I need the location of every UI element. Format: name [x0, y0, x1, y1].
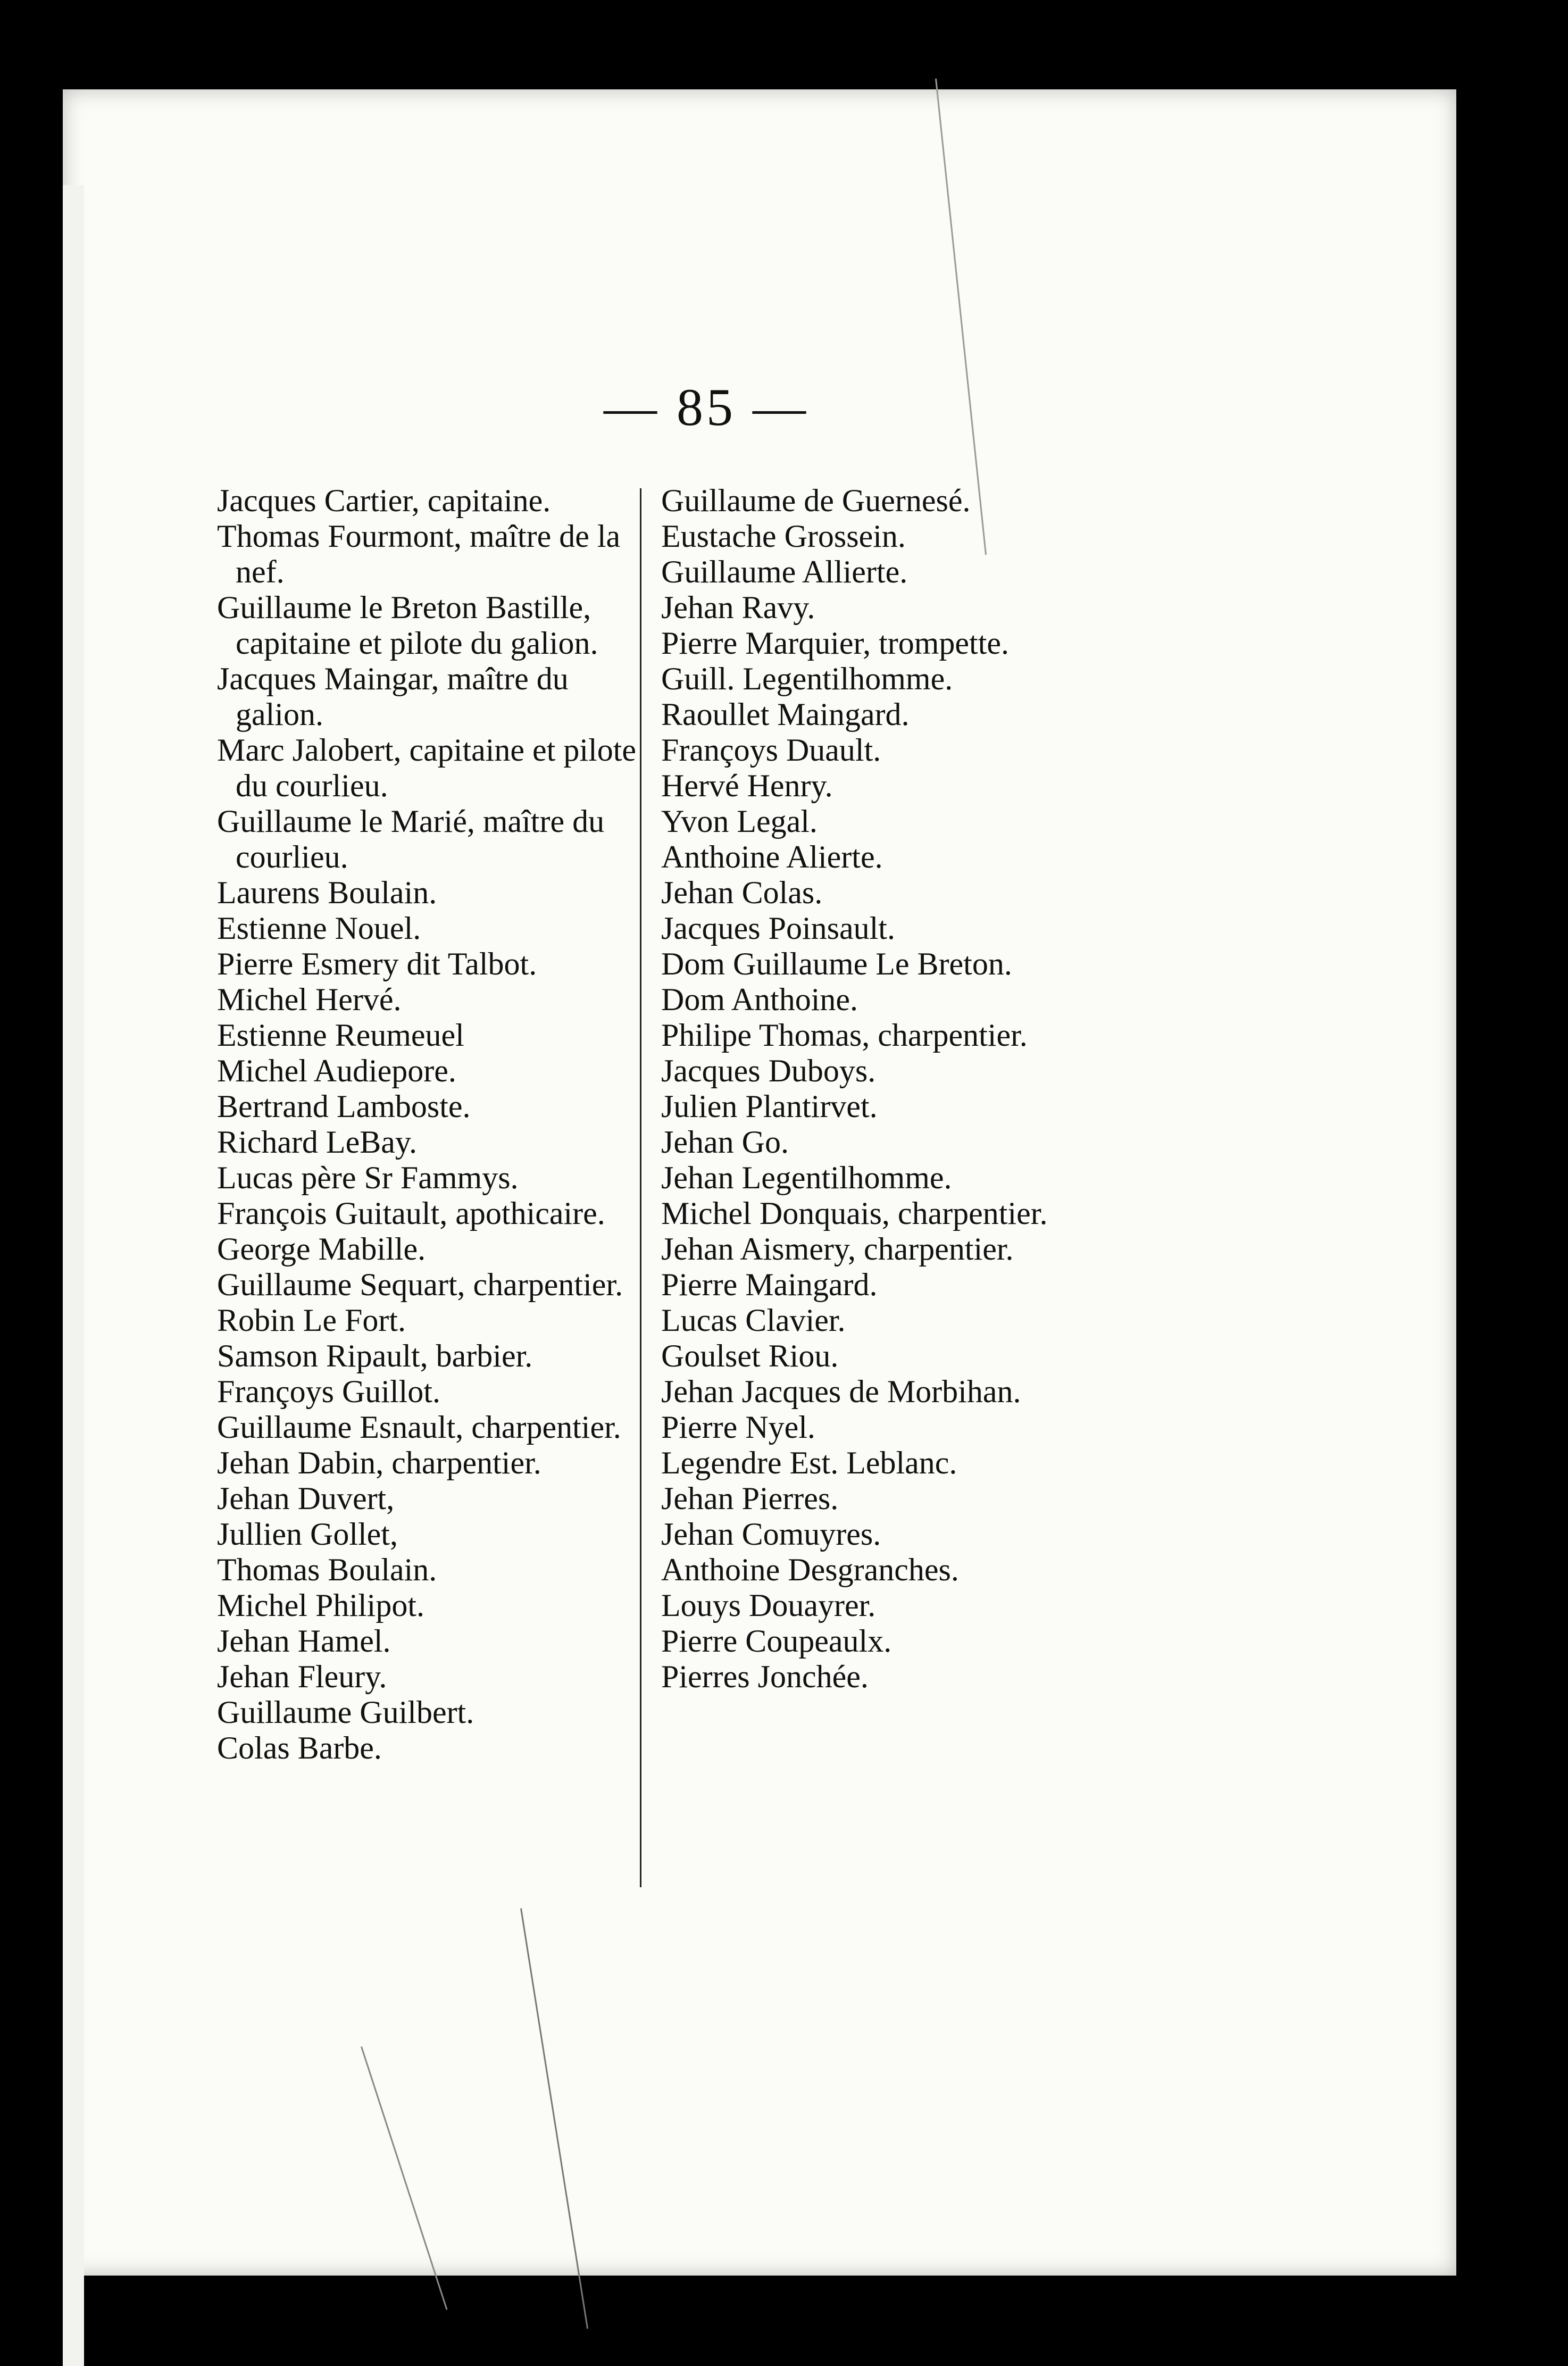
name-entry: François Guitault, apothicaire. [217, 1196, 605, 1231]
name-entry: Jacques Maingar, maître du galion. [217, 661, 569, 732]
name-entry: Lucas Clavier. [661, 1303, 846, 1338]
name-entry: Dom Anthoine. [661, 982, 858, 1017]
name-entry: Jullien Gollet, [217, 1517, 398, 1552]
name-entry: Bertrand Lamboste. [217, 1089, 471, 1124]
name-entry: Pierre Nyel. [661, 1410, 815, 1445]
name-entry: Jacques Duboys. [661, 1053, 876, 1088]
name-entry: Thomas Boulain. [217, 1552, 437, 1587]
name-entry: Jehan Ravy. [661, 590, 815, 625]
name-entry: Michel Philipot. [217, 1588, 424, 1623]
name-entry: Jehan Fleury. [217, 1659, 387, 1694]
name-entry: Samson Ripault, barbier. [217, 1338, 533, 1373]
name-entry: Jehan Hamel. [217, 1623, 391, 1659]
column-divider [640, 488, 641, 1887]
name-entry: Jehan Jacques de Morbihan. [661, 1374, 1021, 1409]
name-entry: Raoullet Maingard. [661, 697, 910, 732]
document-page [63, 89, 1456, 2276]
name-entry: Thomas Fourmont, maître de la nef. [217, 519, 621, 589]
name-entry: Jehan Duvert, [217, 1481, 395, 1516]
name-entry: Julien Plantirvet. [661, 1089, 878, 1124]
name-entry: Michel Audiepore. [217, 1053, 456, 1088]
name-entry: Yvon Legal. [661, 804, 818, 839]
name-entry: Michel Hervé. [217, 982, 402, 1017]
name-entry: Guillaume Allierte. [661, 554, 908, 589]
name-entry: Marc Jalobert, capitaine et pilote du courlieu. [217, 732, 636, 803]
page-binding-edge [63, 185, 84, 2366]
name-entry: Estienne Nouel. [217, 911, 421, 946]
name-entry: Lucas père Sr Fammys. [217, 1160, 519, 1195]
name-entry: Philipe Thomas, charpentier. [661, 1018, 1028, 1053]
name-entry: Jehan Legentilhomme. [661, 1160, 952, 1195]
name-entry: Jacques Cartier, capitaine. [217, 483, 551, 518]
name-entry: Guill. Legentilhomme. [661, 661, 953, 696]
name-entry: Pierre Esmery dit Talbot. [217, 946, 537, 981]
name-entry: Jehan Pierres. [661, 1481, 839, 1516]
name-entry: Pierre Maingard. [661, 1267, 878, 1302]
paper-crease-bottom [520, 1909, 588, 2329]
name-entry: Pierres Jonchée. [661, 1659, 869, 1694]
name-entry: Guillaume le Marié, maître du courlieu. [217, 804, 605, 874]
name-entry: Robin Le Fort. [217, 1303, 406, 1338]
name-entry: Françoys Guillot. [217, 1374, 440, 1409]
name-entry: Jehan Comuyres. [661, 1517, 881, 1552]
name-entry: Jehan Colas. [661, 875, 823, 910]
name-entry: Anthoine Alierte. [661, 839, 883, 874]
name-entry: Françoys Duault. [661, 732, 881, 768]
left-column-list [217, 483, 643, 1766]
name-entry: Jehan Go. [661, 1124, 789, 1160]
name-entry: Colas Barbe. [217, 1730, 382, 1765]
page-number: — 85 — [604, 378, 809, 437]
name-entry: Michel Donquais, charpentier. [661, 1196, 1048, 1231]
name-entry: Jehan Aismery, charpentier. [661, 1231, 1014, 1267]
name-entry: Guillaume de Guernesé. [661, 483, 971, 518]
name-entry: Guillaume Sequart, charpentier. [217, 1267, 623, 1302]
name-entry: Guillaume le Breton Bastille, capitaine et pilote du galion. [217, 590, 598, 661]
name-entry: Jehan Dabin, charpentier. [217, 1445, 541, 1480]
name-entry: Guillaume Guilbert. [217, 1695, 474, 1730]
name-entry: Jacques Poinsault. [661, 911, 895, 946]
name-entry: Estienne Reumeuel [217, 1018, 464, 1053]
name-entry: Laurens Boulain. [217, 875, 437, 910]
right-column-list [661, 483, 1103, 1695]
name-entry: Pierre Marquier, trompette. [661, 626, 1010, 661]
name-entry: Goulset Riou. [661, 1338, 839, 1373]
name-entry: George Mabille. [217, 1231, 426, 1267]
name-entry: Richard LeBay. [217, 1124, 417, 1160]
name-entry: Guillaume Esnault, charpentier. [217, 1410, 621, 1445]
name-entry: Dom Guillaume Le Breton. [661, 946, 1012, 981]
paper-crease-bottom-2 [361, 2046, 448, 2310]
name-entry: Hervé Henry. [661, 768, 833, 803]
name-entry: Eustache Grossein. [661, 519, 906, 554]
name-entry: Legendre Est. Leblanc. [661, 1445, 957, 1480]
name-entry: Pierre Coupeaulx. [661, 1623, 892, 1659]
name-entry: Louys Douayrer. [661, 1588, 876, 1623]
name-entry: Anthoine Desgranches. [661, 1552, 959, 1587]
